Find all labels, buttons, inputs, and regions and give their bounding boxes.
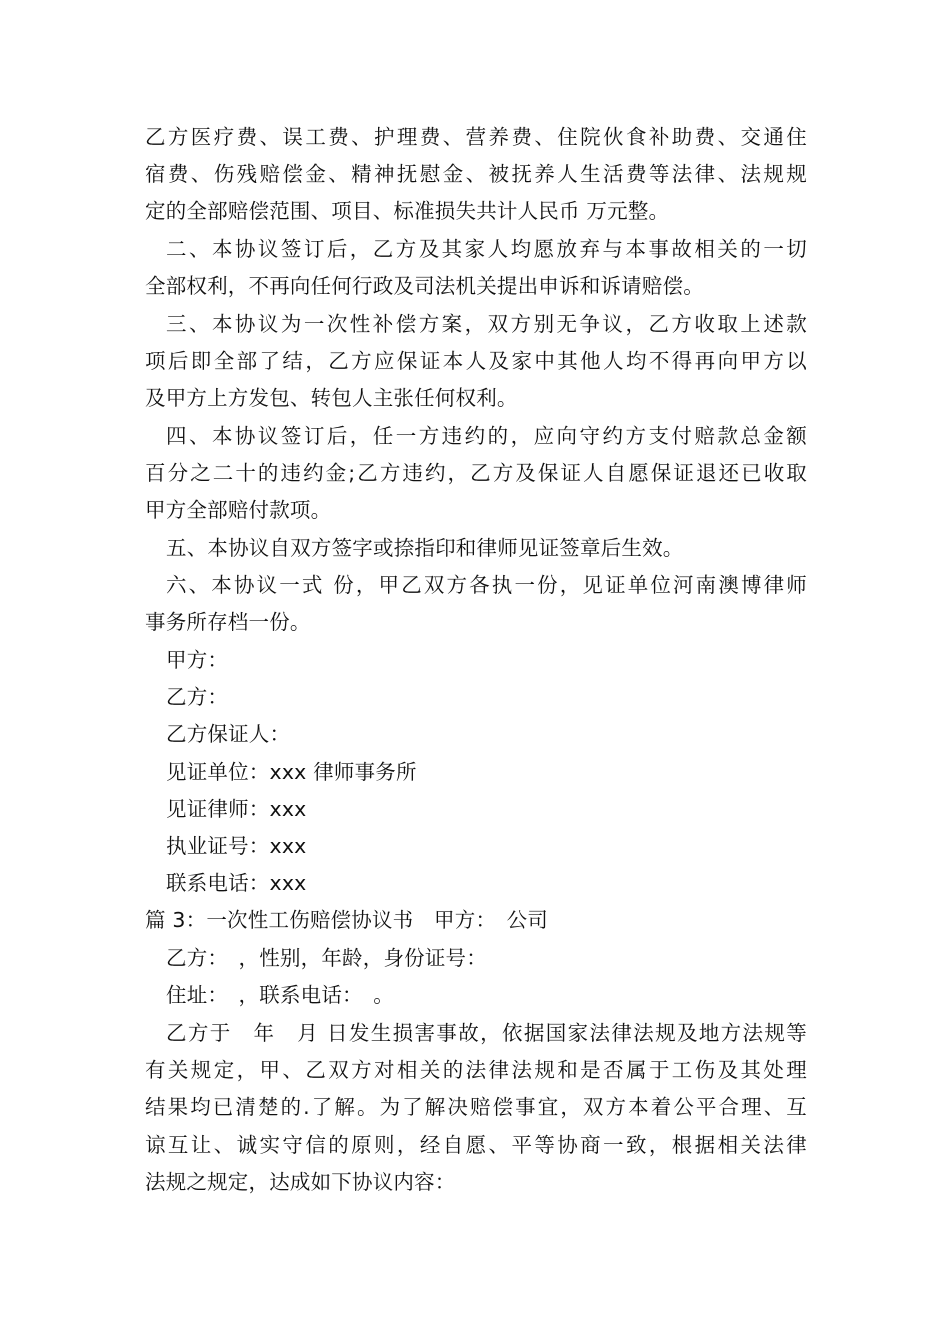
text-line: 乙方医疗费、误工费、护理费、营养费、住院伙食补助费、交通住 bbox=[145, 125, 807, 149]
signature-label-party-b: 乙方： bbox=[166, 685, 229, 709]
text-line: 乙方于 年 月 日发生损害事故，依据国家法律法规及地方法规等 bbox=[166, 1021, 807, 1045]
witness-unit: 见证单位：xxx 律师事务所 bbox=[166, 760, 417, 784]
text-line: 及甲方上方发包、转包人主张任何权利。 bbox=[145, 386, 518, 410]
text-line: 四、本协议签订后，任一方违约的，应向守约方支付赔款总金额 bbox=[166, 424, 807, 448]
text-line: 谅互让、诚实守信的原则，经自愿、平等协商一致，根据相关法律 bbox=[145, 1133, 807, 1157]
text-line: 二、本协议签订后，乙方及其家人均愿放弃与本事故相关的一切 bbox=[166, 237, 807, 261]
text-line: 六、本协议一式 份，甲乙双方各执一份，见证单位河南澳博律师 bbox=[166, 573, 807, 597]
text-line: 有关规定，甲、乙双方对相关的法律法规和是否属于工伤及其处理 bbox=[145, 1058, 807, 1082]
text-line: 宿费、伤残赔偿金、精神抚慰金、被抚养人生活费等法律、法规规 bbox=[145, 162, 807, 186]
section-title: 篇 3：一次性工伤赔偿协议书 甲方： 公司 bbox=[145, 908, 549, 932]
text-line: 项后即全部了结，乙方应保证本人及家中其他人均不得再向甲方以 bbox=[145, 349, 807, 373]
text-line: 百分之二十的违约金;乙方违约，乙方及保证人自愿保证退还已收取 bbox=[145, 461, 807, 485]
text-line: 三、本协议为一次性补偿方案，双方别无争议，乙方收取上述款 bbox=[166, 312, 807, 336]
text-line: 全部权利，不再向任何行政及司法机关提出申诉和诉请赔偿。 bbox=[145, 274, 704, 298]
text-line: 法规之规定，达成如下协议内容： bbox=[145, 1170, 456, 1194]
license-number: 执业证号：xxx bbox=[166, 834, 307, 858]
witness-lawyer: 见证律师：xxx bbox=[166, 797, 307, 821]
text-line: 乙方： ，性别，年龄，身份证号： bbox=[166, 946, 487, 970]
text-line: 甲方全部赔付款项。 bbox=[145, 498, 332, 522]
contact-phone: 联系电话：xxx bbox=[166, 871, 307, 895]
signature-label-guarantor: 乙方保证人： bbox=[166, 722, 291, 746]
text-line: 事务所存档一份。 bbox=[145, 610, 311, 634]
signature-label-party-a: 甲方： bbox=[166, 648, 229, 672]
text-line: 五、本协议自双方签字或捺指印和律师见证签章后生效。 bbox=[166, 536, 684, 560]
text-line: 定的全部赔偿范围、项目、标准损失共计人民币 万元整。 bbox=[145, 199, 670, 223]
text-line: 结果均已清楚的.了解。为了解决赔偿事宜，双方本着公平合理、互 bbox=[145, 1095, 807, 1119]
text-line: 住址： ，联系电话： 。 bbox=[166, 983, 394, 1007]
